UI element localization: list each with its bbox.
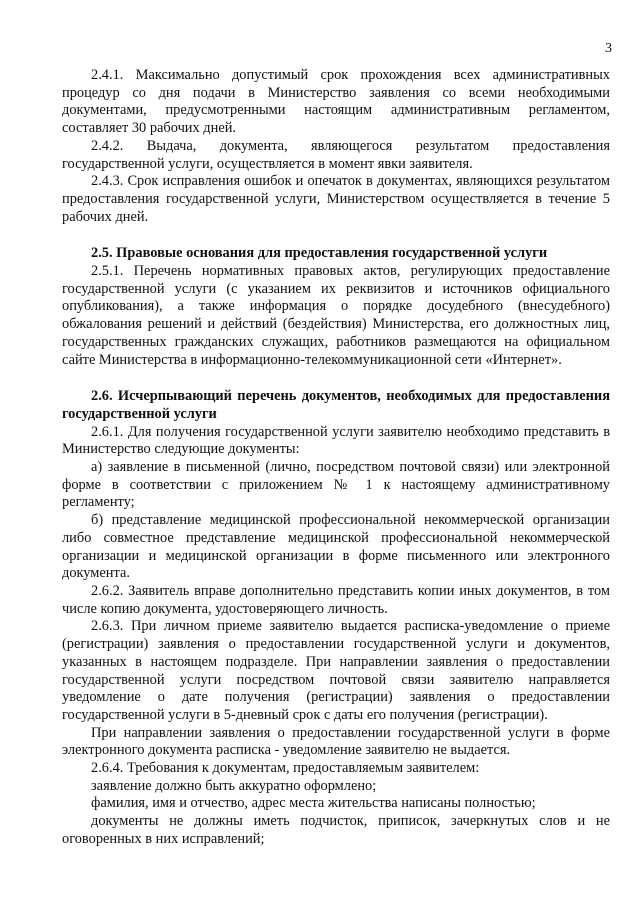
section-heading-2-5: 2.5. Правовые основания для предоставления государственной услуги [91, 245, 548, 262]
paragraph-2-6-3: 2.6.3. При личном приеме заявителю выдается расписка-уведомление о приеме (регистрации) заявления о предоставлении государственной услуги и документов, указанных в настоящем подразделе. При направлении заявления о предоставлении государственной услуги посредством почтовой связи заявителю направляется уведомление о дате получения (регистрации) заявления о предоставлении государственной услуги в 5-дневный срок с даты его получения (регистрации). [62, 618, 610, 723]
paragraph-2-5-1: 2.5.1. Перечень нормативных правовых актов, регулирующих предоставление государственной услуги (с указанием их реквизитов и источников официального опубликования), а также информация о порядке досудебного (внесудебного) обжалования решений и действий (бездействия) Министерства, его должностных лиц, государственных гражданских служащих, работников размещаются на официальном сайте Министерства в информационно-телекоммуникационной сети «Интернет». [62, 263, 610, 368]
paragraph-2-6-4: 2.6.4. Требования к документам, предоставляемым заявителем: [91, 760, 480, 777]
paragraph-2-4-1: 2.4.1. Максимально допустимый срок прохождения всех административных процедур со дня подачи в Министерство заявления со всеми необходимыми документами, предусмотренными настоящим административным регламентом, составляет 30 рабочих дней. [62, 67, 610, 137]
list-item-2-6-1-a: а) заявление в письменной (лично, посредством почтовой связи) или электронной форме в соответствии с приложением № 1 к настоящему административному регламенту; [62, 459, 610, 511]
page-content [62, 67, 610, 849]
requirement-item-2: фамилия, имя и отчество, адрес места жительства написаны полностью; [91, 795, 536, 812]
paragraph-2-6-3-electronic: При направлении заявления о предоставлении государственной услуги в форме электронного документа расписка - уведомление заявителю не выдается. [62, 724, 610, 759]
paragraph-2-6-2: 2.6.2. Заявитель вправе дополнительно представить копии иных документов, в том числе копию документа, удостоверяющего личность. [62, 582, 610, 617]
section-heading-2-6: 2.6. Исчерпывающий перечень документов, необходимых для предоставления государственной услуги [62, 388, 610, 422]
page-number: 3 [605, 41, 612, 56]
paragraph-2-6-1: 2.6.1. Для получения государственной услуги заявителю необходимо представить в Министерство следующие документы: [62, 423, 610, 458]
paragraph-2-4-3: 2.4.3. Срок исправления ошибок и опечаток в документах, являющихся результатом предоставления государственной услуги, Министерством осуществляется в течение 5 рабочих дней. [62, 173, 610, 225]
list-item-2-6-1-b: б) представление медицинской профессиональной некоммерческой организации либо совместное представление медицинской профессиональной некоммерческой организации и медицинской организации в форме письменного или электронного документа. [62, 512, 610, 582]
requirement-item-3: документы не должны иметь подчисток, приписок, зачеркнутых слов и не оговоренных в них исправлений; [62, 813, 610, 847]
requirement-item-1: заявление должно быть аккуратно оформлено; [91, 777, 377, 794]
paragraph-2-4-2: 2.4.2. Выдача, документа, являющегося результатом предоставления государственной услуги, осуществляется в момент явки заявителя. [62, 137, 610, 172]
